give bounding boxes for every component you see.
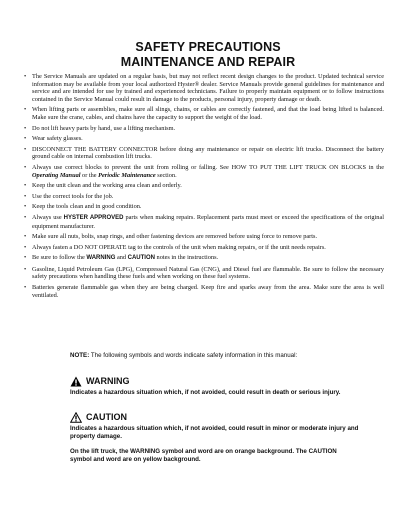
text: and xyxy=(115,254,128,262)
title-line-1: SAFETY PRECAUTIONS xyxy=(135,40,281,54)
text: section. xyxy=(155,171,177,179)
brand-emphasis: HYSTER APPROVED xyxy=(63,214,124,221)
text: parts when making repairs. Replacement parts must meet or exceed the specifications of the original equipment manufacturer. xyxy=(32,213,384,230)
caution-heading xyxy=(70,411,127,423)
caution-label: CAUTION xyxy=(86,412,127,422)
note-text: The following symbols and words indicate safety information in this manual: xyxy=(89,352,298,359)
warning-label: WARNING xyxy=(86,376,130,386)
precautions-list xyxy=(24,73,384,302)
manual-reference: Operating Manual xyxy=(32,171,81,179)
note-block xyxy=(70,352,370,360)
page-title xyxy=(0,40,416,70)
caution-triangle-icon xyxy=(70,412,82,423)
title-line-2: MAINTENANCE AND REPAIR xyxy=(120,55,296,69)
warning-triangle-icon xyxy=(70,376,82,387)
list-item: • DISCONNECT THE BATTERY CONNECTOR before doing any maintenance or repair on electric lift trucks. Disconnect the battery ground cable on internal combustion lift trucks. xyxy=(24,146,384,161)
list-item: • Always fasten a DO NOT OPERATE tag to the controls of the unit when making repairs, or if the unit needs repairs. xyxy=(24,244,384,252)
list-item: • Gasoline, Liquid Petroleum Gas (LPG), Compressed Natural Gas (CNG), and Diesel fuel are flammable. Be sure to follow the necessary safety precautions when handling these fuels and when working on these fuel systems. xyxy=(24,266,384,281)
caution-word: CAUTION xyxy=(127,255,155,262)
list-item: • Wear safety glasses. xyxy=(24,135,384,143)
warning-heading xyxy=(70,375,130,387)
list-item: • When lifting parts or assemblies, make sure all slings, chains, or cables are correctly fastened, and that the load being lifted is balanced. Make sure the crane, cables, and chains have the capacity to support the weight of the load. xyxy=(24,106,384,121)
text: Always use correct blocks to prevent the unit from rolling or falling. See HOW TO PUT THE LIFT TRUCK ON BLOCKS in the xyxy=(32,163,384,171)
note-label: NOTE: xyxy=(70,352,90,359)
section-reference: Periodic Maintenance xyxy=(98,171,156,179)
text: or the xyxy=(80,171,99,179)
color-note: On the lift truck, the WARNING symbol and word are on orange background. The CAUTION symbol and word are on yellow background. xyxy=(70,448,337,463)
text: notes in the instructions. xyxy=(154,254,219,262)
list-item: • Keep the tools clean and in good condition. xyxy=(24,203,384,211)
warning-word: WARNING xyxy=(86,255,116,262)
list-item xyxy=(24,254,384,263)
warning-text: Indicates a hazardous situation which, if not avoided, could result in death or serious injury. xyxy=(70,389,341,396)
list-item: • Do not lift heavy parts by hand, use a lifting mechanism. xyxy=(24,125,384,133)
text: Be sure to follow the xyxy=(32,254,87,262)
caution-text: Indicates a hazardous situation which, if not avoided, could result in minor or moderate injury and property damage. xyxy=(70,425,359,440)
list-item: • Make sure all nuts, bolts, snap rings, and other fastening devices are removed before using force to remove parts. xyxy=(24,233,384,241)
list-item: • Batteries generate flammable gas when they are being charged. Keep fire and sparks away from the area. Make sure the area is well ventilated. xyxy=(24,284,384,299)
list-item: • Use the correct tools for the job. xyxy=(24,193,384,201)
text: Always use xyxy=(32,213,64,221)
list-item: • Keep the unit clean and the working area clean and orderly. xyxy=(24,182,384,190)
list-item xyxy=(24,164,384,179)
list-item xyxy=(24,214,384,230)
list-item: • The Service Manuals are updated on a regular basis, but may not reflect recent design changes to the product. Updated technical service information may be available from your local authorized Hyster® dealer. Service Manuals provide general guidelines for maintenance and service and are intended for use by trained and experienced technicians. Failure to properly maintain equipment or to follow instructions contained in the Service Manual could result in damage to the products, personal injury, property damage or death. xyxy=(24,73,384,103)
